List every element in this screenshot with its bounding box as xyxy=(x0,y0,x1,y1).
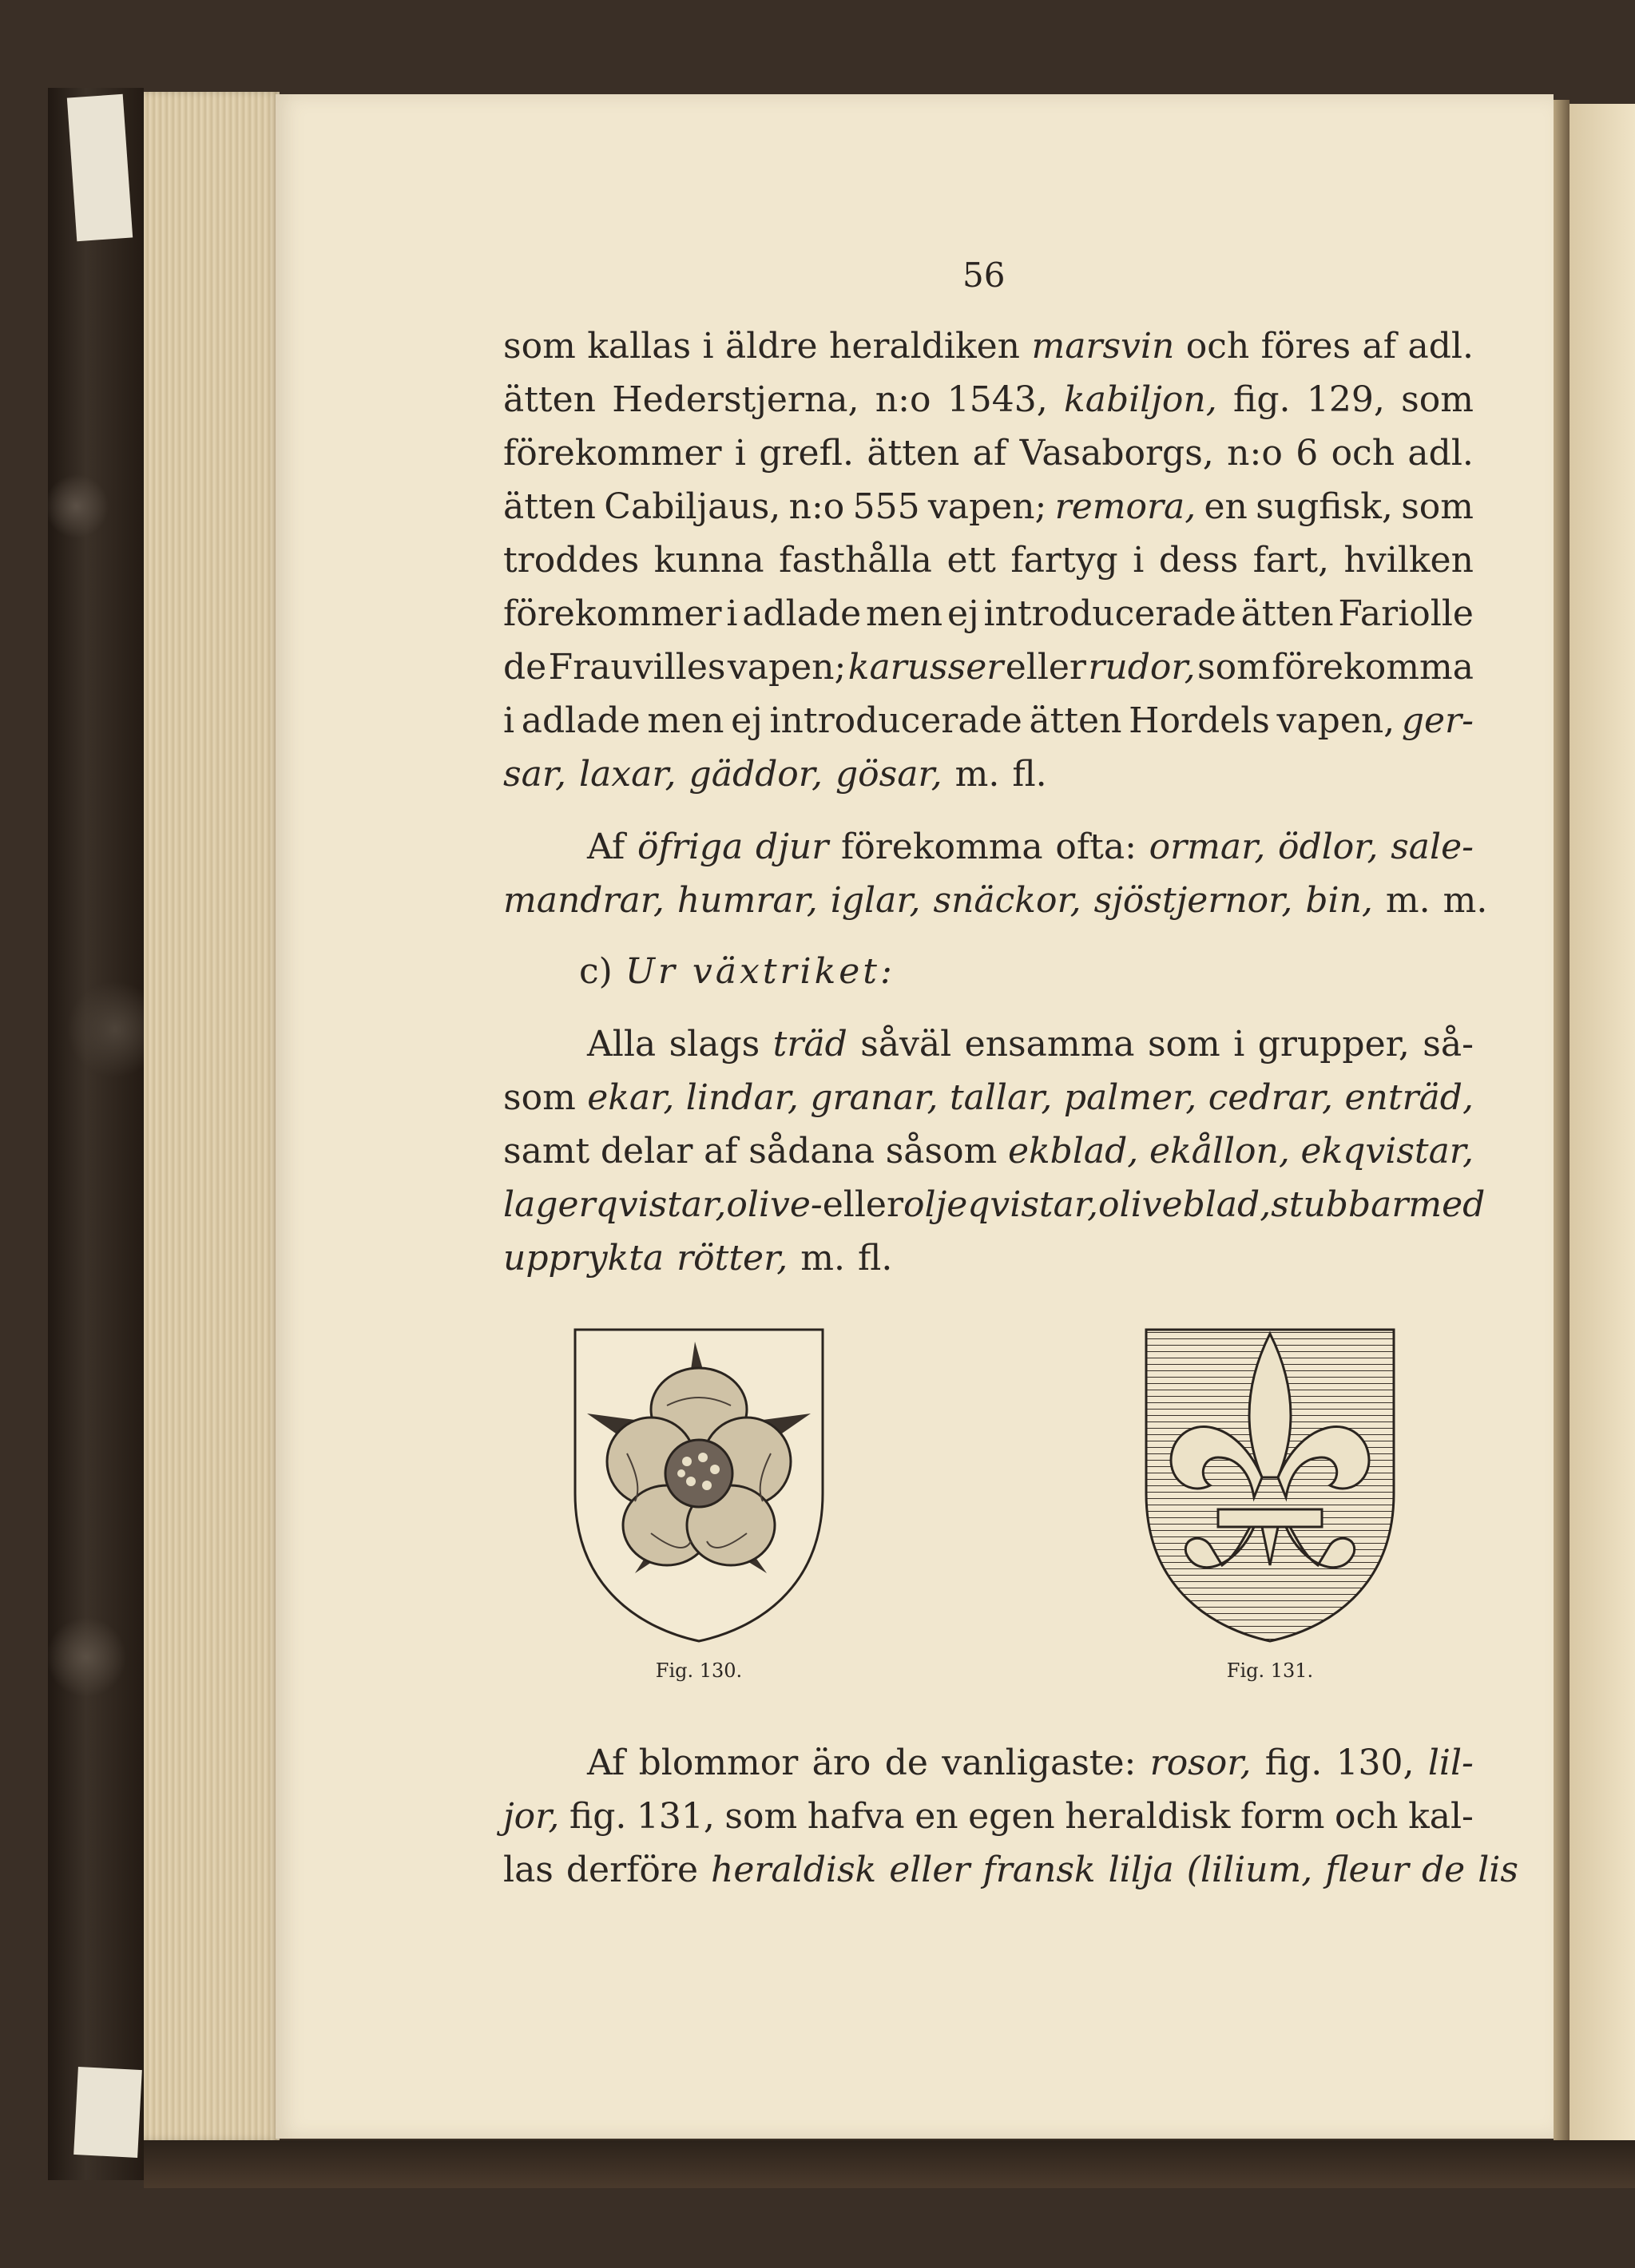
word: ej xyxy=(731,700,763,741)
word: oliveblad, xyxy=(1098,1184,1272,1225)
word: ätten xyxy=(1240,593,1334,634)
word: ödlor, xyxy=(1278,827,1379,867)
word: kabiljon, xyxy=(1064,379,1217,420)
word: Vasaborgs, xyxy=(1019,433,1214,474)
word: djur xyxy=(756,827,829,867)
word: bin, xyxy=(1305,880,1373,921)
word: ätten xyxy=(1029,700,1122,741)
word: karusser xyxy=(847,647,1004,688)
word: upprykta xyxy=(503,1238,665,1279)
text-line xyxy=(503,747,1474,801)
word: heraldiken xyxy=(829,326,1021,367)
word: rötter, xyxy=(677,1238,788,1279)
word: öfriga xyxy=(637,827,744,867)
word: af xyxy=(972,433,1007,474)
word: heraldisk xyxy=(710,1850,877,1890)
word: vapen; xyxy=(927,486,1047,527)
word: som xyxy=(1401,486,1474,527)
word: adl. xyxy=(1407,433,1474,474)
word: Hordels xyxy=(1129,700,1270,741)
word: remora, xyxy=(1054,486,1196,527)
word: förekommer xyxy=(503,593,722,634)
word: adlade xyxy=(742,593,862,634)
word: snäckor, xyxy=(933,880,1081,921)
word: marsvin xyxy=(1031,326,1175,367)
word: adl. xyxy=(1407,326,1474,367)
word: vapen, xyxy=(1276,700,1395,741)
word: rosor, xyxy=(1149,1743,1252,1783)
rose-shield-illustration xyxy=(571,1326,827,1645)
word: heraldisk xyxy=(1065,1796,1231,1837)
word: men xyxy=(647,700,724,741)
word: ormar, xyxy=(1149,827,1266,867)
paragraph-1 xyxy=(503,319,1474,801)
word: de xyxy=(1421,1850,1466,1890)
word: i xyxy=(726,593,738,634)
word: samt xyxy=(503,1131,590,1172)
word: ensamma xyxy=(964,1024,1135,1065)
word: humrar, xyxy=(677,880,818,921)
word: enträd, xyxy=(1344,1077,1474,1118)
word: 129, xyxy=(1306,379,1385,420)
word: fl. xyxy=(857,1238,893,1279)
word: palmer, xyxy=(1063,1077,1197,1118)
word: Alla xyxy=(587,1024,657,1065)
text-line xyxy=(503,319,1474,373)
word: sådana xyxy=(748,1131,875,1172)
word: ej xyxy=(946,593,979,634)
word: iglar, xyxy=(830,880,921,921)
word: kunna xyxy=(653,540,764,581)
word: kal- xyxy=(1408,1796,1474,1837)
paper-patch xyxy=(73,2067,142,2158)
word: träd xyxy=(772,1024,847,1065)
word: introducerade xyxy=(769,700,1022,741)
word: m. xyxy=(954,754,1000,795)
word: derföre xyxy=(566,1850,698,1890)
word: lilja xyxy=(1108,1850,1174,1890)
word: ätten xyxy=(503,379,596,420)
word: förekommer xyxy=(503,433,722,474)
word: ett xyxy=(946,540,996,581)
word: n:o xyxy=(1227,433,1283,474)
word: introducerade xyxy=(983,593,1236,634)
text-line xyxy=(503,1790,1474,1843)
word: en xyxy=(1204,486,1248,527)
lower-text xyxy=(503,1717,1518,1897)
word: såväl xyxy=(860,1024,952,1065)
word: fasthålla xyxy=(779,540,932,581)
paragraph-2 xyxy=(503,820,1488,927)
word: m. xyxy=(1385,880,1431,921)
word: men xyxy=(866,593,943,634)
word: ekqvistar, xyxy=(1300,1131,1474,1172)
word: äro xyxy=(812,1743,871,1783)
word: egen xyxy=(968,1796,1055,1837)
word: och xyxy=(1331,433,1395,474)
figure-131 xyxy=(1142,1326,1398,1682)
word: en xyxy=(915,1796,958,1837)
text-line xyxy=(503,820,1474,874)
section-heading-text: Ur växtriket: xyxy=(625,951,895,992)
word: Af xyxy=(587,827,625,867)
word: äldre xyxy=(725,326,818,367)
word: lis xyxy=(1478,1850,1518,1890)
text-line xyxy=(503,373,1474,426)
text-line xyxy=(503,1017,1474,1071)
text-line xyxy=(503,1231,1474,1285)
word: troddes xyxy=(503,540,640,581)
word: lagerqvistar, xyxy=(503,1184,727,1225)
word: i xyxy=(1233,1024,1245,1065)
word: förekomma xyxy=(1272,647,1474,688)
word: Cabiljaus, xyxy=(604,486,781,527)
word: förekomma xyxy=(840,827,1043,867)
word: ätten xyxy=(503,486,596,527)
word: delar xyxy=(600,1131,693,1172)
text-line xyxy=(503,694,1474,747)
text-line xyxy=(503,1178,1486,1231)
word: adlade xyxy=(521,700,641,741)
word: slags xyxy=(669,1024,760,1065)
word: fartyg xyxy=(1010,540,1118,581)
word: af xyxy=(704,1131,738,1172)
word: och xyxy=(1185,326,1250,367)
word: Fariolle xyxy=(1338,593,1474,634)
text-line xyxy=(503,1071,1474,1124)
text-line xyxy=(503,874,1488,927)
facing-page xyxy=(1570,104,1635,2148)
text-line xyxy=(503,1124,1474,1178)
word: granar, xyxy=(810,1077,939,1118)
text-line xyxy=(503,1736,1474,1790)
word: mandrar, xyxy=(503,880,665,921)
word: 555 xyxy=(852,486,920,527)
word: Af xyxy=(587,1743,625,1783)
word: hafva xyxy=(807,1796,905,1837)
word: 6 xyxy=(1296,433,1319,474)
word: och xyxy=(1335,1796,1399,1837)
word: med xyxy=(1408,1184,1486,1225)
word: gösar, xyxy=(835,754,943,795)
word: de xyxy=(503,647,547,688)
word: ger- xyxy=(1401,700,1474,741)
page-number: 56 xyxy=(962,256,1006,295)
lily-shield-illustration xyxy=(1142,1326,1398,1645)
word: ekblad, xyxy=(1007,1131,1139,1172)
word: sar, xyxy=(503,754,566,795)
word: vapen; xyxy=(727,647,847,688)
section-heading xyxy=(503,945,1474,998)
text-line xyxy=(503,480,1474,533)
word: eller xyxy=(822,1184,903,1225)
word: hvilken xyxy=(1343,540,1474,581)
word: m. xyxy=(1443,880,1488,921)
word: tallar, xyxy=(949,1077,1053,1118)
word: grupper, xyxy=(1257,1024,1410,1065)
word: fig. xyxy=(1264,1743,1323,1783)
word: stubbar xyxy=(1271,1184,1409,1225)
word: ätten xyxy=(867,433,960,474)
word: i xyxy=(503,700,515,741)
word: n:o xyxy=(875,379,931,420)
word: grefl. xyxy=(759,433,854,474)
word: sjöstjernor, xyxy=(1093,880,1293,921)
word: form xyxy=(1240,1796,1325,1837)
word: rudor, xyxy=(1088,647,1196,688)
word: Hederstjerna, xyxy=(612,379,859,420)
upper-text xyxy=(503,319,1488,1285)
word: n:o xyxy=(788,486,845,527)
paragraph-3 xyxy=(503,1017,1486,1285)
word: laxar, xyxy=(579,754,677,795)
figure-130-caption: Fig. 130. xyxy=(655,1659,743,1682)
section-heading-prefix: c) xyxy=(579,951,613,992)
word: sugfisk, xyxy=(1256,486,1393,527)
word: som xyxy=(1197,647,1270,688)
word: cedrar, xyxy=(1208,1077,1334,1118)
word: 131, xyxy=(636,1796,715,1837)
book-bottom-edge xyxy=(144,2140,1635,2188)
text-line xyxy=(503,1843,1518,1897)
word: kallas xyxy=(587,326,692,367)
word: de xyxy=(884,1743,928,1783)
word: som xyxy=(503,1077,576,1118)
word: som xyxy=(503,326,576,367)
word: m. xyxy=(800,1238,845,1279)
book-gutter xyxy=(1554,100,1570,2144)
text-line xyxy=(503,640,1474,694)
word: som xyxy=(1147,1024,1220,1065)
word: olive- xyxy=(726,1184,823,1225)
word: i xyxy=(1133,540,1145,581)
word: sale- xyxy=(1391,827,1474,867)
word: i xyxy=(702,326,714,367)
word: (lilium, xyxy=(1186,1850,1313,1890)
word: fart, xyxy=(1252,540,1329,581)
text-line xyxy=(503,587,1474,640)
word: såsom xyxy=(885,1131,998,1172)
word: vanligaste: xyxy=(942,1743,1137,1783)
word: jor, xyxy=(503,1796,560,1837)
word: gäddor, xyxy=(689,754,823,795)
word: fig. xyxy=(1233,379,1291,420)
word: dess xyxy=(1158,540,1239,581)
paper-patch xyxy=(67,94,133,241)
figure-130 xyxy=(571,1326,827,1682)
word: las xyxy=(503,1850,554,1890)
word: fl. xyxy=(1012,754,1047,795)
figure-131-caption: Fig. 131. xyxy=(1226,1659,1314,1682)
book-cover-board xyxy=(48,88,144,2180)
paragraph-4 xyxy=(503,1736,1518,1897)
word: af xyxy=(1362,326,1397,367)
word: som xyxy=(724,1796,798,1837)
word: fleur xyxy=(1325,1850,1409,1890)
word: så- xyxy=(1423,1024,1474,1065)
text-line xyxy=(503,533,1474,587)
word: ofta: xyxy=(1055,827,1137,867)
page-edges xyxy=(144,92,280,2140)
word: eller xyxy=(1005,647,1086,688)
word: föres xyxy=(1260,326,1351,367)
word: blommor xyxy=(638,1743,799,1783)
word: lindar, xyxy=(685,1077,799,1118)
word: 130, xyxy=(1335,1743,1415,1783)
word: lil- xyxy=(1427,1743,1474,1783)
word: ekållon, xyxy=(1149,1131,1290,1172)
word: Frauvilles xyxy=(548,647,726,688)
word: oljeqvistar, xyxy=(903,1184,1099,1225)
word: fig. xyxy=(569,1796,627,1837)
word: i xyxy=(734,433,746,474)
word: fransk xyxy=(982,1850,1096,1890)
word: eller xyxy=(889,1850,970,1890)
word: som xyxy=(1401,379,1474,420)
word: 1543, xyxy=(946,379,1048,420)
word: ekar, xyxy=(587,1077,675,1118)
text-line xyxy=(503,426,1474,480)
